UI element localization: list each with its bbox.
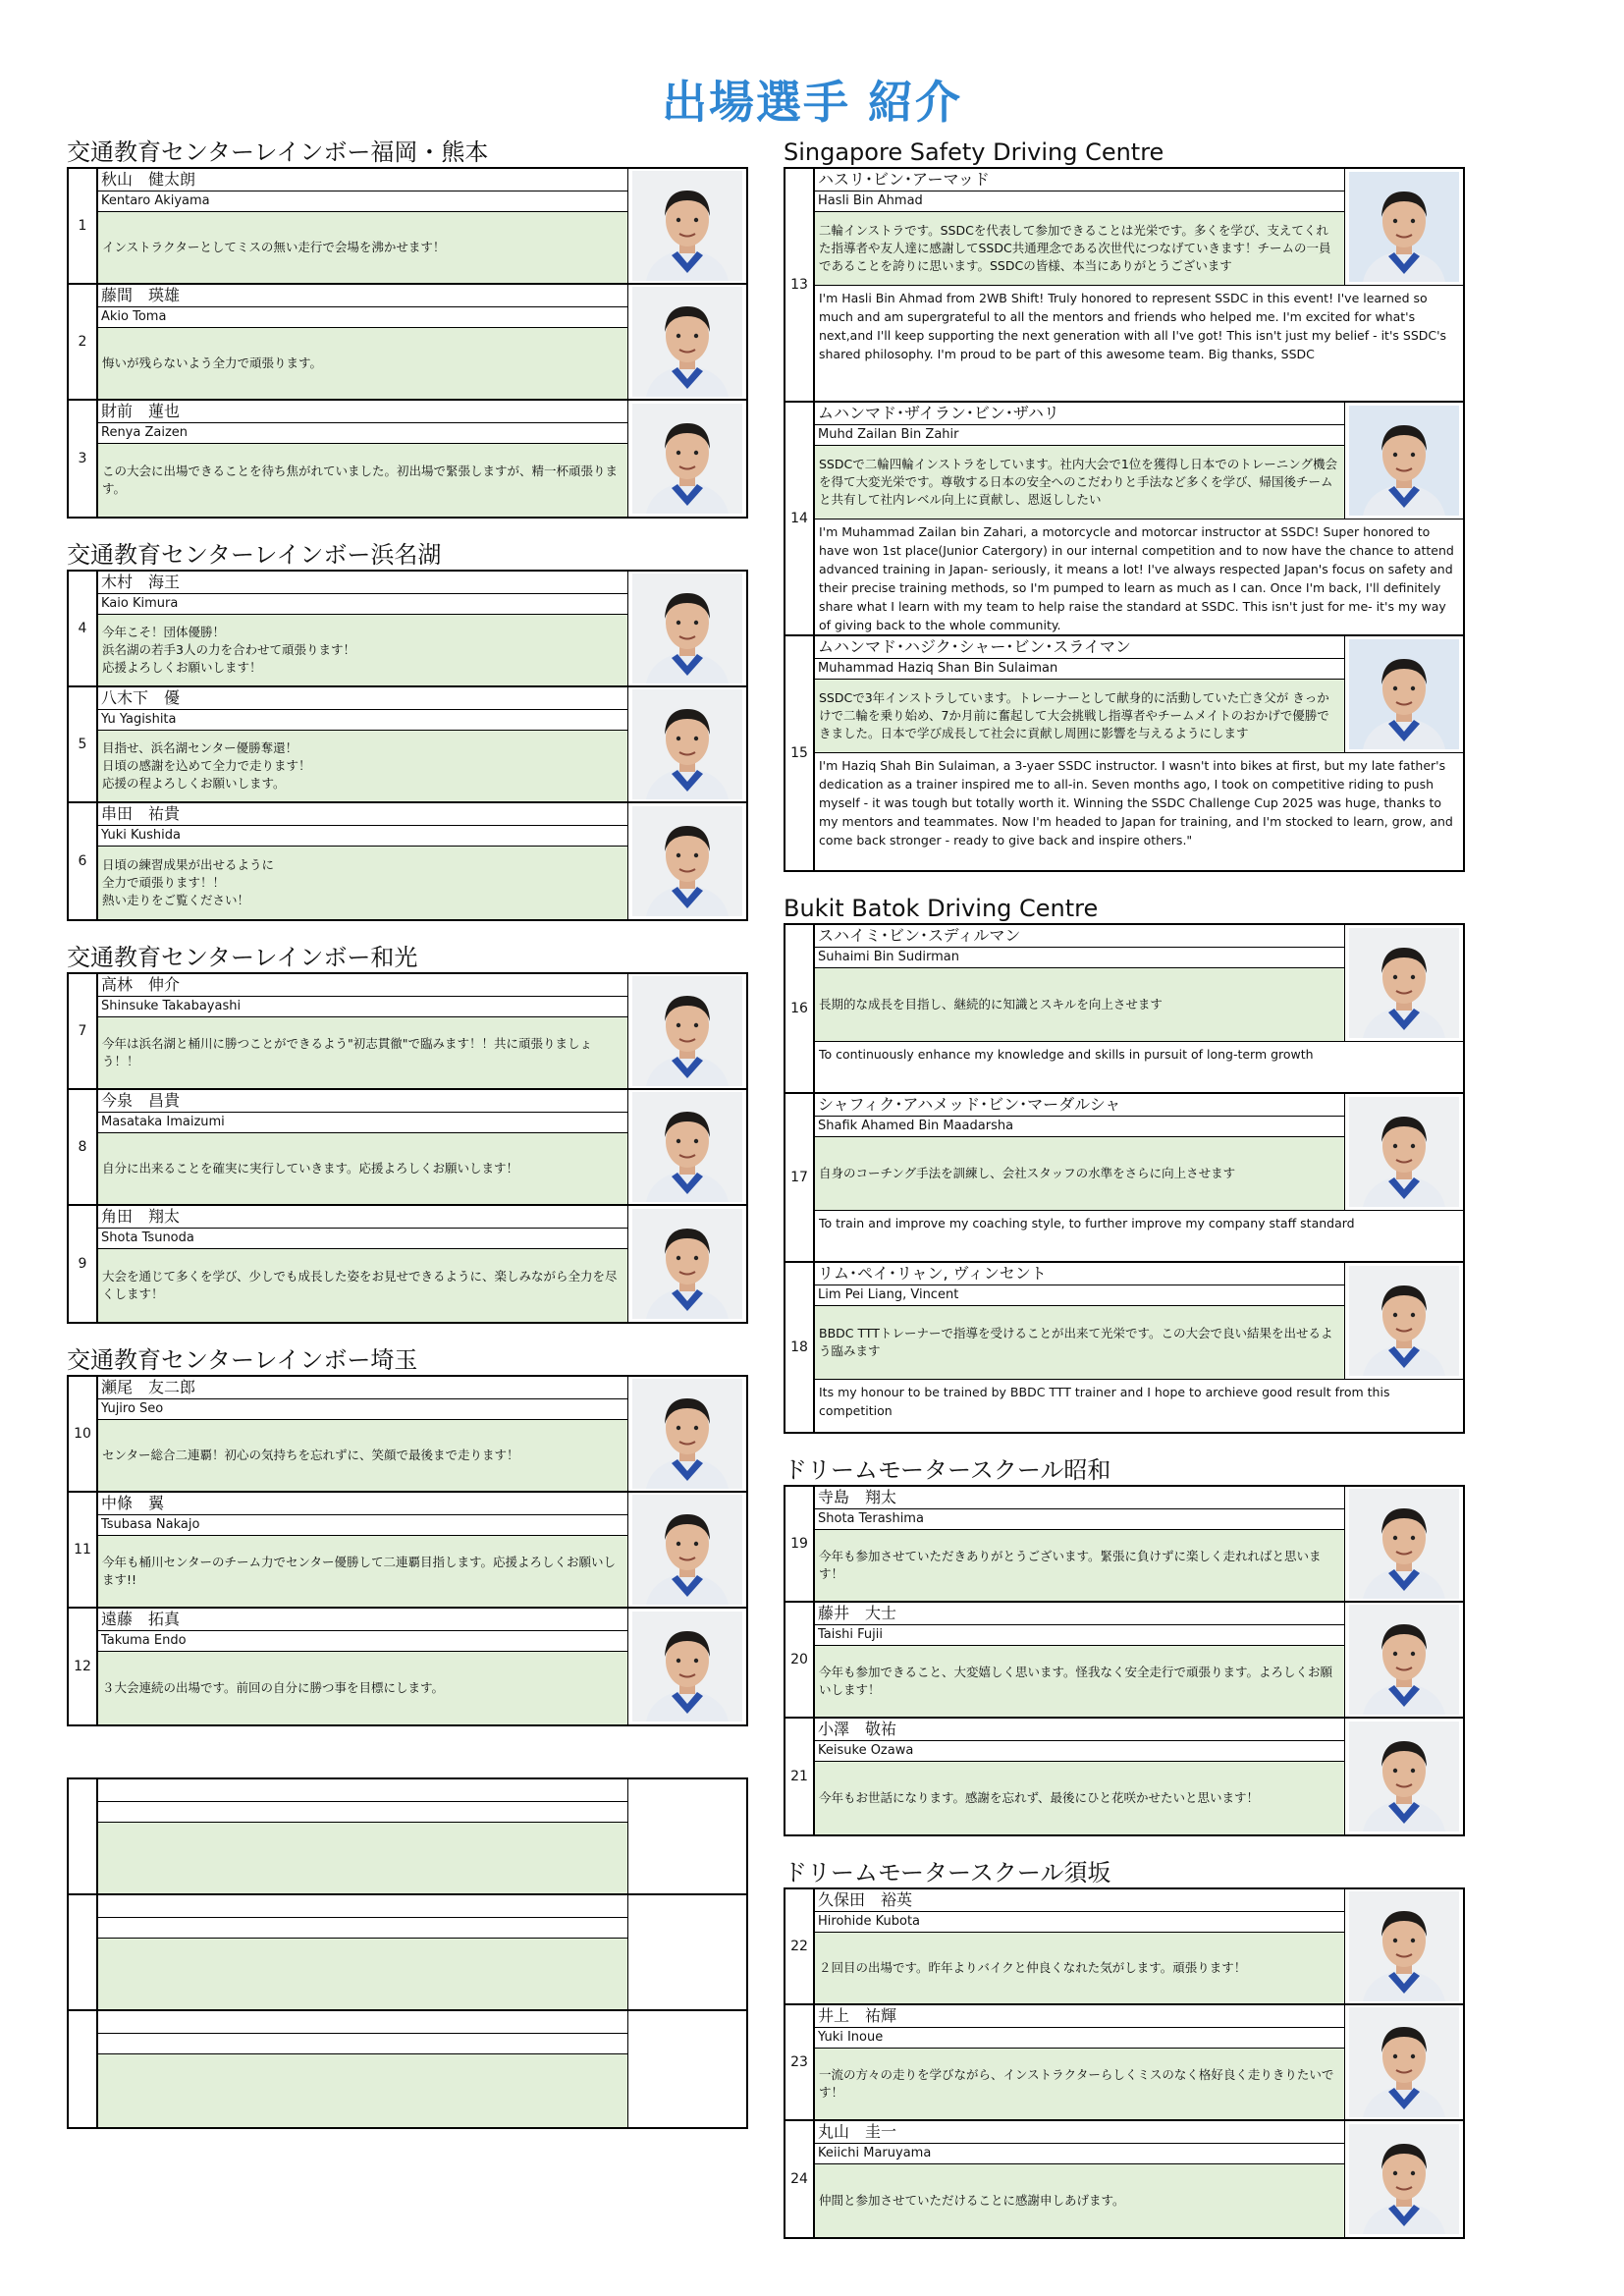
entry-number: 19 xyxy=(785,1487,815,1601)
player-name-en: Akio Toma xyxy=(98,307,627,328)
player-photo xyxy=(1349,2124,1459,2234)
player-message: 長期的な成長を目指し、継続的に知識とスキルを向上させます xyxy=(815,968,1344,1041)
player-entry xyxy=(69,1090,746,1206)
player-entry xyxy=(69,285,746,401)
player-message: 今年もお世話になります。感謝を忘れず、最後にひと花咲かせたいと思います！ xyxy=(815,1762,1344,1834)
player-message: 一流の方々の走りを学びながら、インストラクターらしくミスのなく格好良く走りきりたいです！ xyxy=(815,2049,1344,2119)
entry-number: 3 xyxy=(69,401,98,517)
player-entry xyxy=(69,1377,746,1493)
blank-entry xyxy=(69,2011,746,2127)
player-name-en: Yujiro Seo xyxy=(98,1399,627,1420)
player-photo xyxy=(632,806,742,916)
entry-number: 20 xyxy=(785,1603,815,1717)
entry-number: 21 xyxy=(785,1719,815,1834)
player-entry xyxy=(785,2121,1463,2237)
player-photo xyxy=(1349,406,1459,516)
entry-number: 7 xyxy=(69,974,98,1088)
entry-number: 23 xyxy=(785,2005,815,2119)
player-name-en: Lim Pei Liang, Vincent xyxy=(815,1285,1344,1306)
player-message: ２回目の出場です。昨年よりバイクと仲良くなれた気がします。頑張ります！ xyxy=(815,1933,1344,2003)
player-photo-cell xyxy=(628,687,746,801)
page-title: 出場選手 紹介 xyxy=(661,76,962,129)
player-photo xyxy=(632,689,742,799)
player-entry xyxy=(785,2005,1463,2121)
player-name-en: Yu Yagishita xyxy=(98,710,627,731)
player-message: 今年は浜名湖と桶川に勝つことができるよう"初志貫徹"で臨みます！！共に頑張りましょう！！ xyxy=(98,1017,627,1088)
entry-number: 24 xyxy=(785,2121,815,2237)
section-title: ドリームモータースクール昭和 xyxy=(784,1456,1111,1484)
player-entry xyxy=(69,1609,746,1724)
player-entry xyxy=(785,925,1463,1094)
player-name-jp: 秋山 健太朗 xyxy=(98,169,627,191)
player-photo-cell xyxy=(628,1377,746,1491)
team-table xyxy=(67,1375,748,1726)
player-name-jp: 寺島 翔太 xyxy=(815,1487,1344,1509)
player-name-en: Shafik Ahamed Bin Maadarsha xyxy=(815,1117,1344,1137)
player-name-en: Kaio Kimura xyxy=(98,594,627,615)
section-title: Bukit Batok Driving Centre xyxy=(784,895,1099,922)
team-table xyxy=(784,923,1465,1434)
entry-number: 11 xyxy=(69,1493,98,1607)
player-name-jp: スハイミ･ビン･スディルマン xyxy=(815,925,1344,948)
player-photo-cell xyxy=(1345,1719,1463,1834)
player-name-en: Muhammad Haziq Shan Bin Sulaiman xyxy=(815,659,1344,680)
section-title: Singapore Safety Driving Centre xyxy=(784,138,1164,166)
player-message: この大会に出場できることを待ち焦がれていました。初出場で緊張しますが、精一杯頑張ります。 xyxy=(98,444,627,517)
player-message: SSDCで二輪四輪インストラをしています。社内大会で1位を獲得し日本でのトレーニング機会を得て大変光栄です。尊敬する日本の安全へのこだわりと手法など多くを学び、帰国後チームと共有して社内レベル向上に貢献し、恩返ししたい xyxy=(815,446,1344,519)
player-message-en: I'm Haziq Shah Bin Sulaiman, a 3-yaer SSDC instructor. I wasn't into bikes at first, but my late father's dedication as a trainer inspired me to all-in. Seven months ago, I took on competitive riding to push myself - it was tough but totally worth it. Winning the SSDC Challenge Cup 2025 was huge, thanks to my mentors and teammates. Now I'm headed to Japan for training, and I'm stocked to learn, grow, and come back stronger - ready to give back and inspire others." xyxy=(815,752,1463,870)
player-photo-cell xyxy=(1345,2121,1463,2237)
player-photo-cell xyxy=(1345,1603,1463,1717)
player-name-jp: リム･ペイ･リャン, ヴィンセント xyxy=(815,1263,1344,1285)
player-photo-cell xyxy=(628,1609,746,1724)
entry-number: 14 xyxy=(785,403,815,634)
entry-number: 15 xyxy=(785,636,815,870)
section-title: 交通教育センターレインボー浜名湖 xyxy=(67,541,442,569)
entry-number: 9 xyxy=(69,1206,98,1322)
player-photo xyxy=(632,1092,742,1202)
player-message: 悔いが残らないよう全力で頑張ります。 xyxy=(98,328,627,399)
section-title: 交通教育センターレインボー和光 xyxy=(67,944,418,971)
player-photo-cell xyxy=(1345,1487,1463,1601)
player-name-en: Hirohide Kubota xyxy=(815,1912,1344,1933)
player-photo-cell xyxy=(628,169,746,283)
player-name-jp: 瀬尾 友二郎 xyxy=(98,1377,627,1399)
player-name-jp: 八木下 優 xyxy=(98,687,627,710)
player-name-jp: 角田 翔太 xyxy=(98,1206,627,1229)
player-name-en: Hasli Bin Ahmad xyxy=(815,191,1344,212)
player-name-jp: シャフィク･アハメッド･ビン･マーダルシャ xyxy=(815,1094,1344,1117)
entry-number: 6 xyxy=(69,803,98,919)
player-entry xyxy=(785,1487,1463,1603)
player-entry xyxy=(785,1719,1463,1834)
player-name-en: Keisuke Ozawa xyxy=(815,1741,1344,1762)
player-photo xyxy=(1349,1097,1459,1207)
player-name-en: Keiichi Maruyama xyxy=(815,2144,1344,2164)
player-photo-cell xyxy=(1345,925,1463,1041)
player-message: 二輪インストラです。SSDCを代表して参加できることは光栄です。多くを学び、支えてくれた指導者や友人達に感謝してSSDC共通理念である次世代につなげていきます！チームの一員であることを誇りに思います。SSDCの皆様、本当にありがとうございます xyxy=(815,212,1344,285)
player-photo xyxy=(1349,1722,1459,1831)
player-entry xyxy=(69,974,746,1090)
player-photo xyxy=(1349,1266,1459,1376)
entry-number: 16 xyxy=(785,925,815,1092)
player-message: BBDC TTTトレーナーで指導を受けることが出来て光栄です。この大会で良い結果を出せるよう臨みます xyxy=(815,1306,1344,1379)
section-title: 交通教育センターレインボー福岡・熊本 xyxy=(67,138,489,166)
player-message: 今年も桶川センターのチーム力でセンター優勝して二連覇目指します。応援よろしくお願いします!! xyxy=(98,1536,627,1607)
player-photo xyxy=(632,287,742,397)
player-entry xyxy=(69,401,746,517)
player-entry xyxy=(785,403,1463,636)
player-photo-cell xyxy=(1345,1889,1463,2003)
player-name-en: Yuki Inoue xyxy=(815,2028,1344,2049)
player-entry xyxy=(69,687,746,803)
player-message-en: Its my honour to be trained by BBDC TTT trainer and I hope to archieve good result from this competition xyxy=(815,1379,1463,1432)
player-photo-cell xyxy=(1345,2005,1463,2119)
player-name-jp: 高林 伸介 xyxy=(98,974,627,997)
player-photo xyxy=(1349,639,1459,749)
player-photo-cell xyxy=(628,1090,746,1204)
player-photo-cell xyxy=(628,572,746,685)
right-column xyxy=(784,137,1465,2261)
entry-number: 17 xyxy=(785,1094,815,1261)
entry-number: 22 xyxy=(785,1889,815,2003)
player-name-jp: 丸山 圭一 xyxy=(815,2121,1344,2144)
player-name-jp: ムハンマド･ザイラン･ビン･ザハリ xyxy=(815,403,1344,425)
player-photo-cell xyxy=(628,285,746,399)
player-entry xyxy=(785,1889,1463,2005)
team-table xyxy=(67,167,748,519)
player-message: 自分に出来ることを確実に実行していきます。応援よろしくお願いします！ xyxy=(98,1133,627,1204)
player-name-jp: ムハンマド･ハジク･シャー･ビン･スライマン xyxy=(815,636,1344,659)
player-entry xyxy=(69,572,746,687)
player-name-en: Takuma Endo xyxy=(98,1631,627,1652)
player-name-en: Taishi Fujii xyxy=(815,1625,1344,1646)
team-table xyxy=(67,570,748,921)
player-name-en: Masataka Imaizumi xyxy=(98,1113,627,1133)
player-photo xyxy=(1349,172,1459,282)
player-message: 今年も参加させていただきありがとうございます。緊張に負けずに楽しく走れればと思います！ xyxy=(815,1530,1344,1601)
entry-number: 8 xyxy=(69,1090,98,1204)
player-name-en: Kentaro Akiyama xyxy=(98,191,627,212)
player-name-jp: 井上 祐輝 xyxy=(815,2005,1344,2028)
player-photo xyxy=(1349,1891,1459,2001)
player-message: 自身のコーチング手法を訓練し、会社スタッフの水準をさらに向上させます xyxy=(815,1137,1344,1210)
player-name-jp: ハスリ･ビン･アーマッド xyxy=(815,169,1344,191)
player-entry xyxy=(69,1206,746,1322)
player-photo xyxy=(632,404,742,514)
entry-number: 5 xyxy=(69,687,98,801)
left-column xyxy=(67,137,748,2151)
player-message: 今年こそ！団体優勝！ 浜名湖の若手3人の力を合わせて頑張ります！ 応援よろしくお願いします！ xyxy=(98,615,627,685)
player-photo-cell xyxy=(628,1206,746,1322)
player-message: ３大会連続の出場です。前回の自分に勝つ事を目標にします。 xyxy=(98,1652,627,1724)
player-entry xyxy=(69,169,746,285)
player-message-en: To train and improve my coaching style, to further improve my company staff standard xyxy=(815,1210,1463,1261)
player-message: 日頃の練習成果が出せるように 全力で頑張ります！！ 熱い走りをご覧ください！ xyxy=(98,847,627,919)
player-name-en: Shinsuke Takabayashi xyxy=(98,997,627,1017)
player-name-jp: 小澤 敬祐 xyxy=(815,1719,1344,1741)
player-photo xyxy=(1349,1605,1459,1715)
entry-number: 2 xyxy=(69,285,98,399)
player-name-en: Suhaimi Bin Sudirman xyxy=(815,948,1344,968)
player-name-jp: 今泉 昌貴 xyxy=(98,1090,627,1113)
player-name-jp: 木村 海王 xyxy=(98,572,627,594)
player-entry xyxy=(785,1263,1463,1432)
blank-entry xyxy=(69,1779,746,1895)
player-name-en: Shota Terashima xyxy=(815,1509,1344,1530)
entry-number: 4 xyxy=(69,572,98,685)
player-entry xyxy=(785,169,1463,403)
player-photo-cell xyxy=(628,1493,746,1607)
player-name-en: Yuki Kushida xyxy=(98,826,627,847)
player-message-en: To continuously enhance my knowledge and skills in pursuit of long-term growth xyxy=(815,1041,1463,1092)
section-title: ドリームモータースクール須坂 xyxy=(784,1859,1111,1886)
player-message-en: I'm Hasli Bin Ahmad from 2WB Shift! Truly honored to represent SSDC in this event! I've learned so much and am supergrateful to all the mentors and friends who helped me. I'm excited for what's next,and I'll keep supporting the next generation with all I've got! This isn't just my belief - it's SSDC's shared philosophy. I'm proud to be part of this awesome team. Big thanks, SSDC xyxy=(815,285,1463,401)
player-message: インストラクターとしてミスの無い走行で会場を沸かせます！ xyxy=(98,212,627,283)
player-message-en: I'm Muhammad Zailan bin Zahari, a motorcycle and motorcar instructor at SSDC! Super honored to have won 1st place(Junior Catergory) in our internal competition and to now have the chance to attend advanced training in Japan- seriously, it means a lot! I've always respected Japan's focus on safety and their precise training methods, so I'm pumped to learn as much as I can. Once I'm back, I'll definitely share what I learn with my team to help raise the standard at SSDC. This isn't just for me- it's my way of giving back to the whole community. xyxy=(815,519,1463,637)
player-photo xyxy=(632,976,742,1086)
player-photo xyxy=(1349,2007,1459,2117)
player-photo xyxy=(632,574,742,683)
player-photo-cell xyxy=(1345,636,1463,752)
player-photo xyxy=(632,1209,742,1319)
entry-number: 12 xyxy=(69,1609,98,1724)
player-message: 目指せ、浜名湖センター優勝奪還！ 日頃の感謝を込めて全力で走ります！ 応援の程よろしくお願いします。 xyxy=(98,731,627,801)
player-photo-cell xyxy=(628,401,746,517)
blank-table xyxy=(67,1777,748,2129)
player-photo-cell xyxy=(628,803,746,919)
player-photo-cell xyxy=(1345,169,1463,285)
player-name-jp: 中條 翼 xyxy=(98,1493,627,1515)
section-title: 交通教育センターレインボー埼玉 xyxy=(67,1346,418,1374)
player-photo-cell xyxy=(1345,403,1463,519)
player-entry xyxy=(785,1603,1463,1719)
player-photo xyxy=(632,1612,742,1722)
player-name-jp: 藤間 瑛雄 xyxy=(98,285,627,307)
team-table xyxy=(784,167,1465,872)
player-name-jp: 遠藤 拓真 xyxy=(98,1609,627,1631)
player-name-jp: 藤井 大士 xyxy=(815,1603,1344,1625)
team-table xyxy=(784,1485,1465,1836)
player-message: 大会を通じて多くを学び、少しでも成長した姿をお見せできるように、楽しみながら全力を尽くします！ xyxy=(98,1249,627,1322)
player-name-jp: 財前 蓮也 xyxy=(98,401,627,423)
blank-entry xyxy=(69,1895,746,2011)
player-message: センター総合二連覇！初心の気持ちを忘れずに、笑顔で最後まで走ります！ xyxy=(98,1420,627,1491)
player-photo xyxy=(632,171,742,281)
player-photo-cell xyxy=(1345,1263,1463,1379)
player-photo-cell xyxy=(1345,1094,1463,1210)
player-name-jp: 串田 祐貴 xyxy=(98,803,627,826)
player-photo xyxy=(1349,928,1459,1038)
player-name-en: Muhd Zailan Bin Zahir xyxy=(815,425,1344,446)
player-entry xyxy=(69,1493,746,1609)
player-message: 今年も参加できること、大変嬉しく思います。怪我なく安全走行で頑張ります。よろしくお願いします！ xyxy=(815,1646,1344,1717)
player-photo xyxy=(632,1379,742,1489)
player-message: SSDCで3年インストラしています。トレーナーとして献身的に活動していた亡き父が きっかけで二輪を乗り始め、7か月前に奮起して大会挑戦し指導者やチームメイトのおかげで優勝できました。日本で学び成長して社会に貢献し周囲に影響を与えるようにします xyxy=(815,680,1344,752)
team-table xyxy=(784,1887,1465,2239)
entry-number: 13 xyxy=(785,169,815,401)
player-message: 仲間と参加させていただけることに感謝申しあげます。 xyxy=(815,2164,1344,2237)
player-name-jp: 久保田 裕英 xyxy=(815,1889,1344,1912)
player-photo xyxy=(632,1495,742,1605)
entry-number: 18 xyxy=(785,1263,815,1432)
team-table xyxy=(67,972,748,1324)
player-photo xyxy=(1349,1489,1459,1599)
player-name-en: Renya Zaizen xyxy=(98,423,627,444)
player-entry xyxy=(69,803,746,919)
player-entry xyxy=(785,636,1463,870)
player-name-en: Shota Tsunoda xyxy=(98,1229,627,1249)
player-name-en: Tsubasa Nakajo xyxy=(98,1515,627,1536)
entry-number: 10 xyxy=(69,1377,98,1491)
entry-number: 1 xyxy=(69,169,98,283)
player-entry xyxy=(785,1094,1463,1263)
player-photo-cell xyxy=(628,974,746,1088)
